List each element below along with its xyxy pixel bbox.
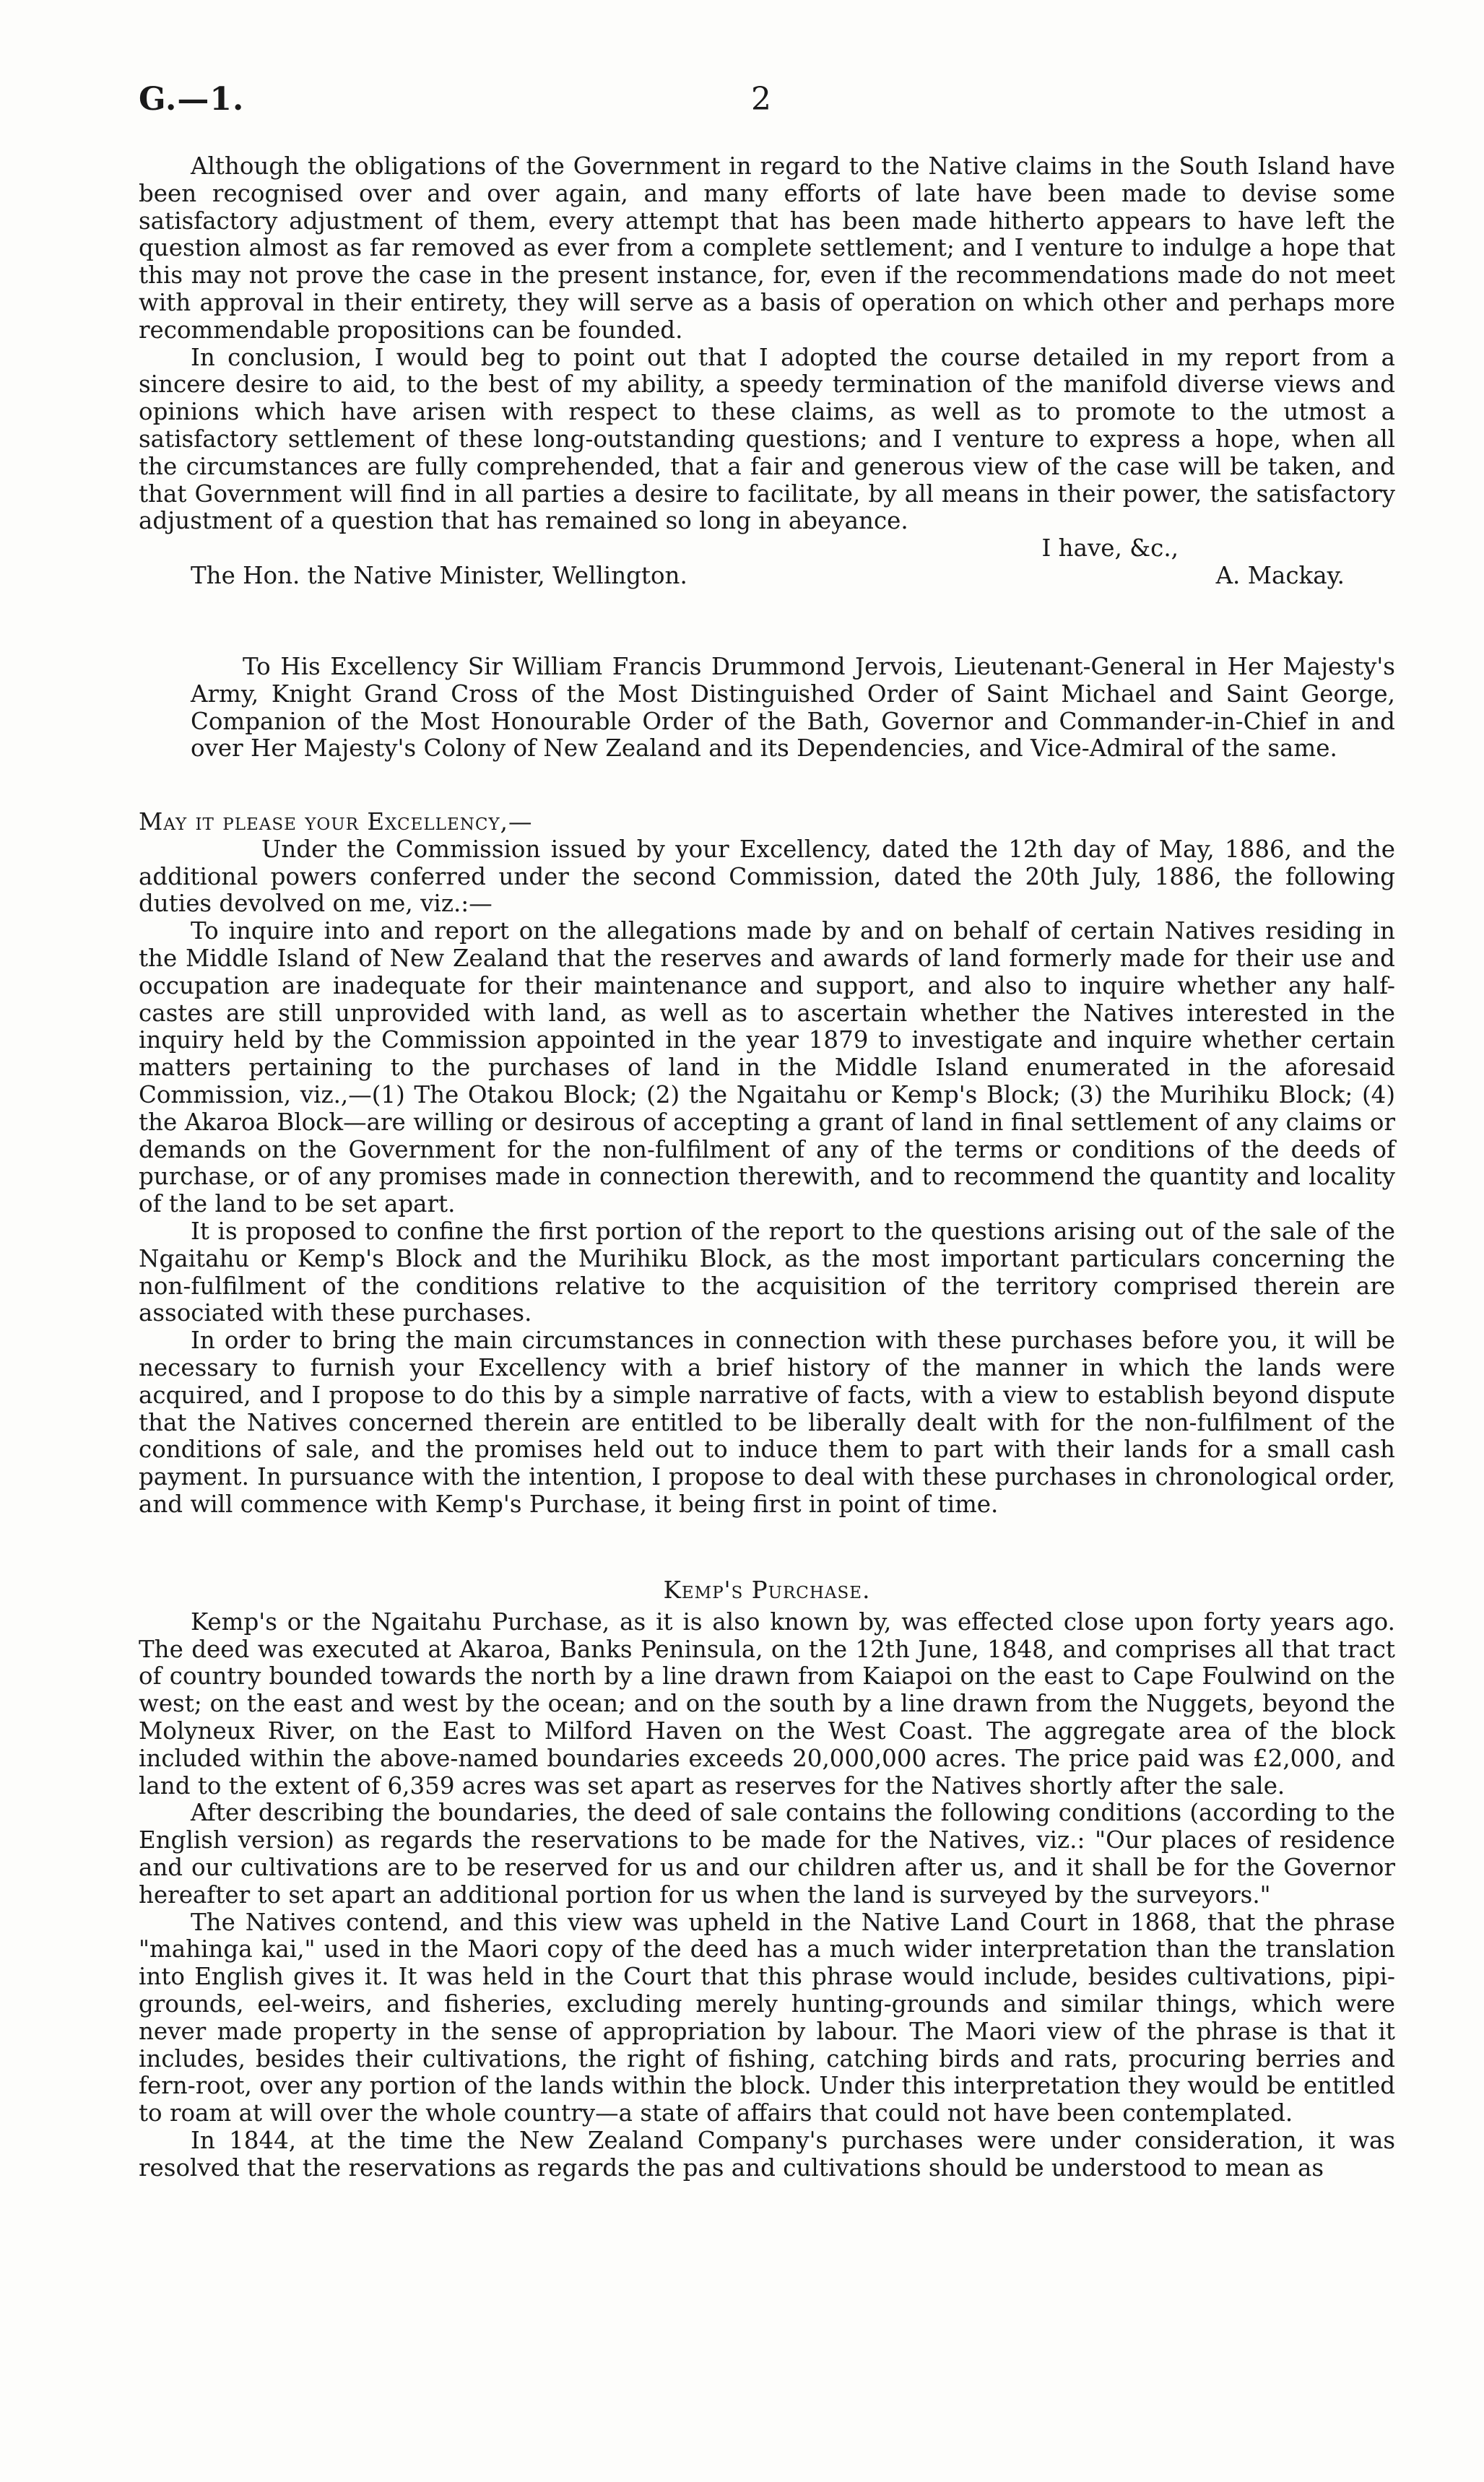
signature-row (139, 563, 1395, 590)
report-section (139, 809, 1395, 1519)
report-paragraph-2: To inquire into and report on the allegations made by and on behalf of certain Natives residing in the Middle Island of New Zealand that the reserves and awards of land formerly made for their use and occupation are inadequate for their maintenance and support, and also to inquire whether any half-castes are still unprovided with land, as well as to ascertain whether the Natives interested in the inquiry held by the Commission appointed in the year 1879 to investigate and inquire whether certain matters pertaining to the purchases of land in the Middle Island enumerated in the aforesaid Commission, viz.,—(1) The Otakou Block; (2) the Ngaitahu or Kemp's Block; (3) the Murihiku Block; (4) the Akaroa Block—are willing or desirous of accepting a grant of land in final settlement of any claims or demands on the Government for the non-fulfilment of any of the terms or conditions of the deeds of purchase, or of any promises made in connection therewith, and to recommend the quantity and locality of the land to be set apart. (139, 917, 1395, 1218)
closing-paragraph-1: Although the obligations of the Government in regard to the Native claims in the South Island have been recognised over and over again, and many efforts of late have been made to devise some satisfactory adjustment of them, every attempt that has been made hitherto appears to have left the question almost as far removed as ever from a complete settlement; and I venture to indulge a hope that this may not prove the case in the present instance, for, even if the recommendations made do not meet with approval in their entirety, they will serve as a basis of operation on which other and perhaps more recommendable propositions can be founded. (139, 152, 1395, 344)
dedication-section (139, 654, 1395, 763)
report-paragraph-1: Under the Commission issued by your Excellency, dated the 12th day of May, 1886, and the additional powers conferred under the second Commission, dated the 20th July, 1886, the following duties devolved on me, viz.:— (139, 835, 1395, 918)
kemps-purchase-section (139, 1574, 1395, 2182)
kemps-paragraph-3: The Natives contend, and this view was upheld in the Native Land Court in 1868, that the phrase "mahinga kai," used in the Maori copy of the deed has a much wider interpretation than the translation into English gives it. It was held in the Court that this phrase would include, besides cultivations, pipi-grounds, eel-weirs, and fisheries, excluding merely hunting-grounds and similar things, which were never made property in the sense of appropriation by labour. The Maori view of the phrase is that it includes, besides their cultivations, the right of fishing, catching birds and rats, procuring berries and fern-root, over any portion of the lands within the block. Under this interpretation they would be entitled to roam at will over the whole country—a state of affairs that could not have been contemplated. (139, 1908, 1395, 2127)
closing-section (139, 153, 1395, 590)
dedication: To His Excellency Sir William Francis Drummond Jervois, Lieutenant-General in Her Majesty's Army, Knight Grand Cross of the Most Distinguished Order of Saint Michael and Saint George, Companion of the Most Honourable Order of the Bath, Governor and Commander-in-Chief in and over Her Majesty's Colony of New Zealand and its Dependencies, and Vice-Admiral of the same. (191, 653, 1395, 763)
section-heading: Kemp's Purchase. (663, 1576, 871, 1604)
page-number: 2 (751, 81, 771, 118)
kemps-paragraph-4: In 1844, at the time the New Zealand Company's purchases were under consideration, it was resolved that the reservations as regards the pas and cultivations should be understood to mean as (139, 2126, 1395, 2182)
addressee: The Hon. the Native Minister, Wellington. (191, 561, 687, 589)
kemps-paragraph-1: Kemp's or the Ngaitahu Purchase, as it is also known by, was effected close upon forty years ago. The deed was executed at Akaroa, Banks Peninsula, on the 12th June, 1848, and comprises all that tract of country bounded towards the north by a line drawn from Kaiapoi on the east to Cape Foulwind on the west; on the east and west by the ocean; and on the south by a line drawn from the Nuggets, beyond the Molyneux River, on the East to Milford Haven on the West Coast. The aggregate area of the block included within the above-named boundaries exceeds 20,000,000 acres. The price paid was £2,000, and land to the extent of 6,359 acres was set apart as reserves for the Natives shortly after the sale. (139, 1607, 1395, 1800)
closing-paragraph-2: In conclusion, I would beg to point out that I adopted the course detailed in my report from a sincere desire to aid, to the best of my ability, a speedy termination of the manifold diverse views and opinions which have arisen with respect to these claims, as well as to promote to the utmost a satisfactory settlement of these long-outstanding questions; and I venture to express a hope, when all the circumstances are fully comprehended, that a fair and generous view of the case will be taken, and that Government will find in all parties a desire to facilitate, by all means in their power, the satisfactory adjustment of a question that has remained so long in abeyance. (139, 343, 1395, 535)
salutation: May it please your Excellency,— (139, 808, 533, 836)
report-paragraph-3: It is proposed to confine the first portion of the report to the questions arising out of the sale of the Ngaitahu or Kemp's Block and the Murihiku Block, as the most important particulars concerning the non-fulfilment of the conditions relative to the acquisition of the territory comprised therein are associated with these purchases. (139, 1217, 1395, 1327)
report-paragraph-4: In order to bring the main circumstances in connection with these purchases before you, it will be necessary to furnish your Excellency with a brief history of the manner in which the lands were acquired, and I propose to do this by a simple narrative of facts, with a view to establish beyond dispute that the Natives concerned therein are entitled to be liberally dealt with for the non-fulfilment of the conditions of sale, and the promises held out to induce them to part with their lands for a small cash payment. In pursuance with the intention, I propose to deal with these purchases in chronological order, and will commence with Kemp's Purchase, it being first in point of time. (139, 1327, 1395, 1518)
signatory: A. Mackay. (1215, 561, 1345, 589)
kemps-paragraph-2: After describing the boundaries, the deed of sale contains the following conditions (according to the English version) as regards the reservations to be made for the Natives, viz.: "Our places of residence and our cultivations are to be reserved for us and our children after us, and it shall be for the Governor hereafter to set apart an additional portion for us when the land is surveyed by the surveyors." (139, 1799, 1395, 1909)
page-reference: G.—1. (139, 81, 245, 118)
sign-off: I have, &c., (1041, 534, 1179, 563)
